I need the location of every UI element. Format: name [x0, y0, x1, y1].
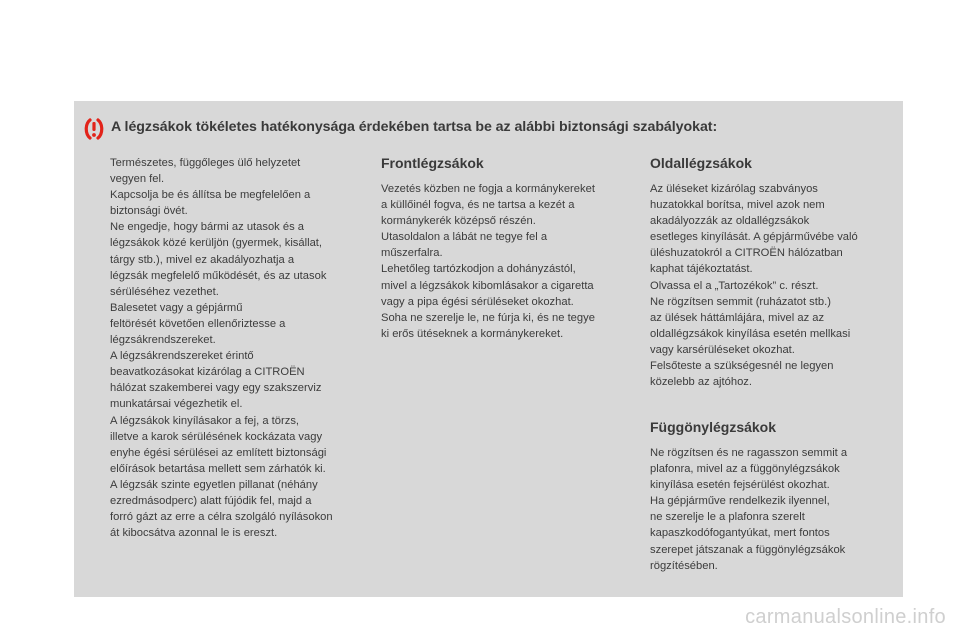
- text-line: kapaszkodófogantyúkat, mert fontos: [650, 527, 830, 540]
- text-line: át kibocsátva azonnal le is ereszt.: [110, 527, 278, 540]
- text-line: a küllőinél fogva, és ne tartsa a kezét a: [381, 199, 575, 212]
- text-line: vagy karsérüléseket okozhat.: [650, 343, 795, 356]
- text-line: vegyen fel.: [110, 173, 165, 186]
- side-airbags-text: [650, 181, 890, 390]
- curtain-airbags-title: Függönylégzsákok: [650, 419, 777, 435]
- text-line: Ha gépjárműve rendelkezik ilyennel,: [650, 495, 830, 508]
- text-line: Olvassa el a „Tartozékok” c. részt.: [650, 279, 819, 292]
- text-line: kaphat tájékoztatást.: [650, 263, 753, 276]
- text-line: Ne rögzítsen semmit (ruházatot stb.): [650, 295, 831, 308]
- text-line: enyhe égési sérülései az említett biztonsági: [110, 446, 327, 459]
- frontal-airbags-section: [381, 155, 631, 342]
- text-line: A légzsák szinte egyetlen pillanat (néhány: [110, 478, 318, 491]
- safety-heading: A légzsákok tökéletes hatékonysága érdekében tartsa be az alábbi biztonsági szabályokat:: [111, 119, 718, 135]
- text-line: légzsák megfelelő működését, és az utasok: [110, 269, 327, 282]
- text-line: ne szerelje le a plafonra szerelt: [650, 511, 805, 524]
- text-line: előírások betartása mellett sem zárhatók ki.: [110, 462, 326, 475]
- text-line: üléshuzatokról a CITROËN hálózatban: [650, 247, 843, 260]
- text-line: kormánykerék középső részén.: [381, 215, 536, 228]
- text-line: kinyílása esetén fejsérülést okozhat.: [650, 479, 830, 492]
- text-line: Lehetőleg tartózkodjon a dohányzástól,: [381, 263, 576, 276]
- text-line: esetleges kinyílását. A gépjárművébe való: [650, 231, 858, 244]
- text-line: huzatokkal borítsa, mivel azok nem: [650, 199, 825, 212]
- text-line: rögzítésében.: [650, 559, 718, 572]
- text-line: Ne rögzítsen és ne ragasszon semmit a: [650, 447, 848, 459]
- text-line: Az üléseket kizárólag szabványos: [650, 183, 818, 195]
- general-rules-text: [110, 155, 366, 541]
- text-line: ki erős ütéseknek a kormánykereket.: [381, 327, 564, 340]
- curtain-airbags-section: [650, 419, 890, 574]
- side-airbags-title: Oldallégzsákok: [650, 155, 752, 171]
- text-line: légzsákrendszereket.: [110, 334, 216, 347]
- text-line: A légzsákok kinyílásakor a fej, a törzs,: [110, 414, 300, 427]
- text-line: Balesetet vagy a gépjármű: [110, 301, 243, 314]
- text-line: munkatársai végezhetik el.: [110, 398, 243, 411]
- text-line: feltörését követően ellenőriztesse a: [110, 317, 286, 330]
- frontal-airbags-title: Frontlégzsákok: [381, 155, 484, 171]
- text-line: légzsákok közé kerüljön (gyermek, kisállat,: [110, 237, 323, 250]
- text-line: beavatkozásokat kizárólag a CITROËN: [110, 366, 305, 379]
- frontal-airbags-text: [381, 181, 631, 342]
- text-line: Utasoldalon a lábát ne tegye fel a: [381, 231, 548, 244]
- text-line: akadályozzák az oldallégzsákok: [650, 215, 810, 228]
- text-line: tárgy stb.), mivel ez akadályozhatja a: [110, 253, 295, 266]
- side-airbags-section: [650, 155, 890, 390]
- curtain-airbags-text: [650, 445, 890, 574]
- text-line: plafonra, mivel az a függönylégzsákok: [650, 463, 840, 476]
- text-line: mivel a légzsákok kibomlásakor a cigaretta: [381, 279, 594, 292]
- text-line: ezredmásodperc) alatt fújódik fel, majd a: [110, 494, 312, 507]
- text-line: szerepet játszanak a függönylégzsákok: [650, 543, 846, 556]
- text-line: hálózat szakemberei vagy egy szakszerviz: [110, 382, 322, 395]
- text-line: illetve a karok sérülésének kockázata vagy: [110, 430, 323, 443]
- text-line: Felsőteste a szükségesnél ne legyen: [650, 360, 834, 373]
- text-line: az ülések háttámlájára, mivel az az: [650, 311, 825, 324]
- text-line: vagy a pipa égési sérüléseket okozhat.: [381, 295, 574, 308]
- text-line: oldallégzsákok kinyílása esetén mellkasi: [650, 327, 851, 340]
- text-line: közelebb az ajtóhoz.: [650, 376, 752, 389]
- text-line: sérüléséhez vezethet.: [110, 285, 219, 298]
- text-line: A légzsákrendszereket érintő: [110, 350, 254, 363]
- text-line: biztonsági övét.: [110, 205, 188, 218]
- text-line: Természetes, függőleges ülő helyzetet: [110, 157, 301, 169]
- text-line: Soha ne szerelje le, ne fúrja ki, és ne tegye: [381, 311, 595, 324]
- text-line: Vezetés közben ne fogja a kormánykereket: [381, 183, 595, 195]
- watermark-text: carmanualsonline.info: [745, 606, 946, 628]
- text-line: Kapcsolja be és állítsa be megfelelően a: [110, 189, 311, 202]
- warning-icon: [82, 118, 106, 140]
- text-line: műszerfalra.: [381, 247, 443, 260]
- text-line: Ne engedje, hogy bármi az utasok és a: [110, 221, 305, 234]
- text-line: forró gázt az erre a célra szolgáló nyílásokon: [110, 511, 333, 524]
